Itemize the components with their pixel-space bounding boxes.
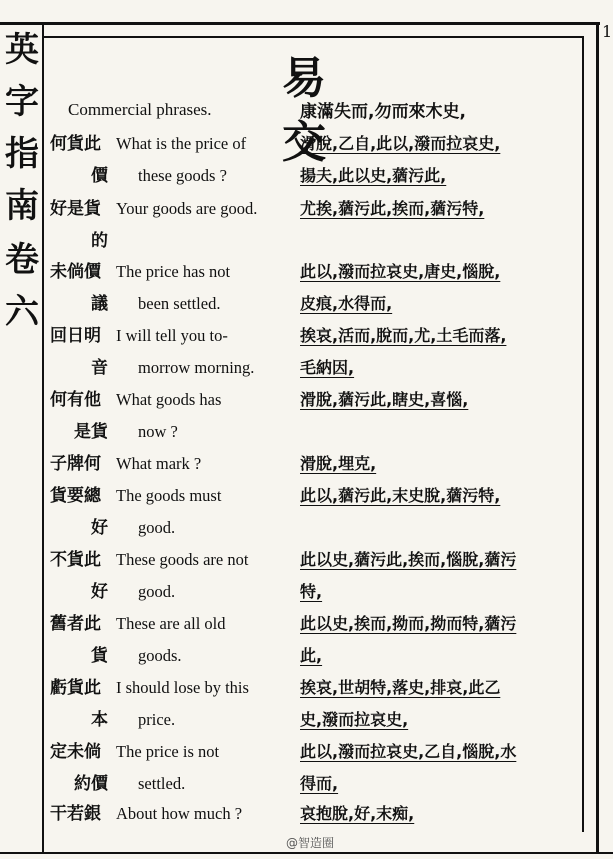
chinese-phrase-line: 是貨 (74, 422, 108, 442)
transliteration-line: 得而, (300, 774, 339, 793)
chinese-phrase (46, 608, 112, 672)
chinese-phrase-line: 好 (91, 582, 108, 602)
transliteration-line: 皮痕,水得而, (300, 294, 393, 313)
section-heading-english: Commercial phrases. (68, 100, 212, 119)
transliteration-line: 此以,潑而拉哀史,唐史,惱脫, (300, 262, 501, 281)
chinese-phrase-line: 好 (91, 518, 108, 538)
english-phrase (116, 384, 296, 448)
english-phrase-line: these goods ? (138, 166, 227, 185)
english-phrase (116, 736, 296, 800)
inner-top-border-rule (44, 36, 584, 38)
english-phrase (116, 672, 296, 736)
english-phrase (116, 256, 296, 320)
english-phrase-line: These goods are not (116, 550, 249, 569)
chinese-phrase (46, 448, 112, 480)
english-phrase-line: What goods has (116, 390, 222, 409)
english-phrase (116, 128, 296, 192)
page-title: 易 交 (282, 53, 358, 168)
pronunciation-transliteration (300, 320, 582, 384)
side-margin-char: 指 (5, 134, 39, 174)
pronunciation-transliteration (300, 193, 582, 225)
english-phrase (116, 544, 296, 608)
english-phrase-line: I will tell you to- (116, 326, 228, 345)
chinese-phrase-line: 何貨此 (50, 134, 101, 154)
pronunciation-transliteration (300, 256, 582, 320)
transliteration-line: 特, (300, 582, 323, 601)
watermark: @智造圈 (286, 836, 335, 850)
chinese-phrase-line: 貨 (91, 646, 108, 666)
pronunciation-transliteration (300, 480, 582, 512)
chinese-phrase-line: 不貨此 (50, 550, 101, 570)
chinese-phrase-line: 回日明 (50, 326, 101, 346)
side-margin-char: 六 (5, 292, 39, 332)
left-border-rule (42, 25, 44, 852)
transliteration-line: 滑脫,埋克, (300, 454, 377, 473)
top-border-rule (0, 22, 600, 25)
right-edge-mark: 1 (602, 22, 613, 41)
chinese-phrase-line: 音 (91, 358, 108, 378)
transliteration-line: 此以,潑而拉哀史,乙自,惱脫,水 (300, 742, 517, 761)
chinese-phrase-line: 何有他 (50, 390, 101, 410)
chinese-phrase (46, 544, 112, 608)
side-margin-char: 南 (5, 186, 39, 226)
english-phrase-line: What mark ? (116, 454, 202, 473)
english-phrase-line: About how much ? (116, 804, 243, 823)
chinese-phrase-line: 的 (91, 231, 108, 251)
chinese-phrase (46, 193, 112, 257)
english-phrase (116, 193, 296, 225)
english-phrase (116, 448, 296, 480)
chinese-phrase-line: 干若銀 (50, 804, 101, 824)
transliteration-line: 毛納因, (300, 358, 355, 377)
english-phrase (116, 798, 296, 830)
english-phrase-line: What is the price of (116, 134, 247, 153)
chinese-phrase-line: 舊者此 (50, 614, 101, 634)
transliteration-line: 滑脫,乙自,此以,潑而拉哀史, (300, 134, 501, 153)
pronunciation-transliteration (300, 672, 582, 736)
side-margin-char: 英 (5, 30, 39, 70)
english-phrase (116, 608, 296, 672)
english-phrase-line: These are all old (116, 614, 226, 633)
chinese-phrase-line: 好是貨 (50, 199, 101, 219)
chinese-phrase-line: 虧貨此 (50, 678, 101, 698)
pronunciation-transliteration (300, 544, 582, 608)
chinese-phrase-line: 本 (91, 710, 108, 730)
chinese-phrase-line: 未倘價 (50, 262, 101, 282)
pronunciation-transliteration (300, 608, 582, 672)
transliteration-line: 滑脫,蕕污此,瞎史,喜惱, (300, 390, 469, 409)
transliteration-line: 史,潑而拉哀史, (300, 710, 409, 729)
chinese-phrase-line: 子牌何 (50, 454, 101, 474)
right-inner-border-rule (582, 38, 584, 832)
chinese-phrase (46, 798, 112, 830)
transliteration-line: 哀抱脫,好,末痴, (300, 804, 415, 823)
chinese-phrase-line: 價 (91, 166, 108, 186)
pronunciation-transliteration (300, 798, 582, 830)
chinese-phrase-line: 約價 (74, 774, 108, 794)
english-phrase-line: goods. (138, 646, 182, 665)
transliteration-line: 此, (300, 646, 323, 665)
english-phrase (116, 480, 296, 544)
chinese-phrase (46, 672, 112, 736)
side-margin-title (2, 30, 42, 850)
english-phrase-line: been settled. (138, 294, 221, 313)
english-phrase-line: now ? (138, 422, 178, 441)
chinese-phrase (46, 480, 112, 544)
transliteration-line: 挨哀,世胡特,落史,排哀,此乙 (300, 678, 501, 697)
english-phrase (116, 320, 296, 384)
english-phrase-line: Your goods are good. (116, 199, 258, 218)
pronunciation-transliteration (300, 128, 582, 192)
chinese-phrase (46, 736, 112, 800)
side-margin-char: 卷 (5, 240, 39, 280)
bottom-border-rule (0, 852, 613, 854)
chinese-phrase (46, 384, 112, 448)
chinese-phrase-line: 貨要總 (50, 486, 101, 506)
chinese-phrase-line: 議 (91, 294, 108, 314)
transliteration-line: 尤挨,蕕污此,挨而,蕕污特, (300, 199, 485, 218)
english-phrase-line: price. (138, 710, 176, 729)
english-phrase-line: I should lose by this (116, 678, 249, 697)
pronunciation-transliteration (300, 448, 582, 480)
chinese-phrase-line: 定未倘 (50, 742, 101, 762)
pronunciation-transliteration (300, 384, 582, 416)
transliteration-line: 揚夫,此以史,蕕污此, (300, 166, 447, 185)
transliteration-line: 此以,蕕污此,末史脫,蕕污特, (300, 486, 501, 505)
english-phrase-line: The price has not (116, 262, 231, 281)
side-margin-char: 字 (5, 82, 39, 122)
english-phrase-line: morrow morning. (138, 358, 255, 377)
english-phrase-line: The goods must (116, 486, 222, 505)
chinese-phrase (46, 128, 112, 192)
english-phrase-line: good. (138, 582, 176, 601)
section-heading-transliteration: 康滿失而,勿而來木史, (300, 102, 466, 122)
transliteration-line: 此以史,蕕污此,挨而,惱脫,蕕污 (300, 550, 517, 569)
transliteration-line: 挨哀,活而,脫而,尤,土毛而落, (300, 326, 507, 345)
english-phrase-line: The price is not (116, 742, 220, 761)
transliteration-line: 此以史,挨而,拗而,拗而特,蕕污 (300, 614, 517, 633)
pronunciation-transliteration (300, 736, 582, 800)
english-phrase-line: good. (138, 518, 176, 537)
chinese-phrase (46, 320, 112, 384)
right-outer-border-rule (596, 22, 599, 852)
chinese-phrase (46, 256, 112, 320)
english-phrase-line: settled. (138, 774, 186, 793)
